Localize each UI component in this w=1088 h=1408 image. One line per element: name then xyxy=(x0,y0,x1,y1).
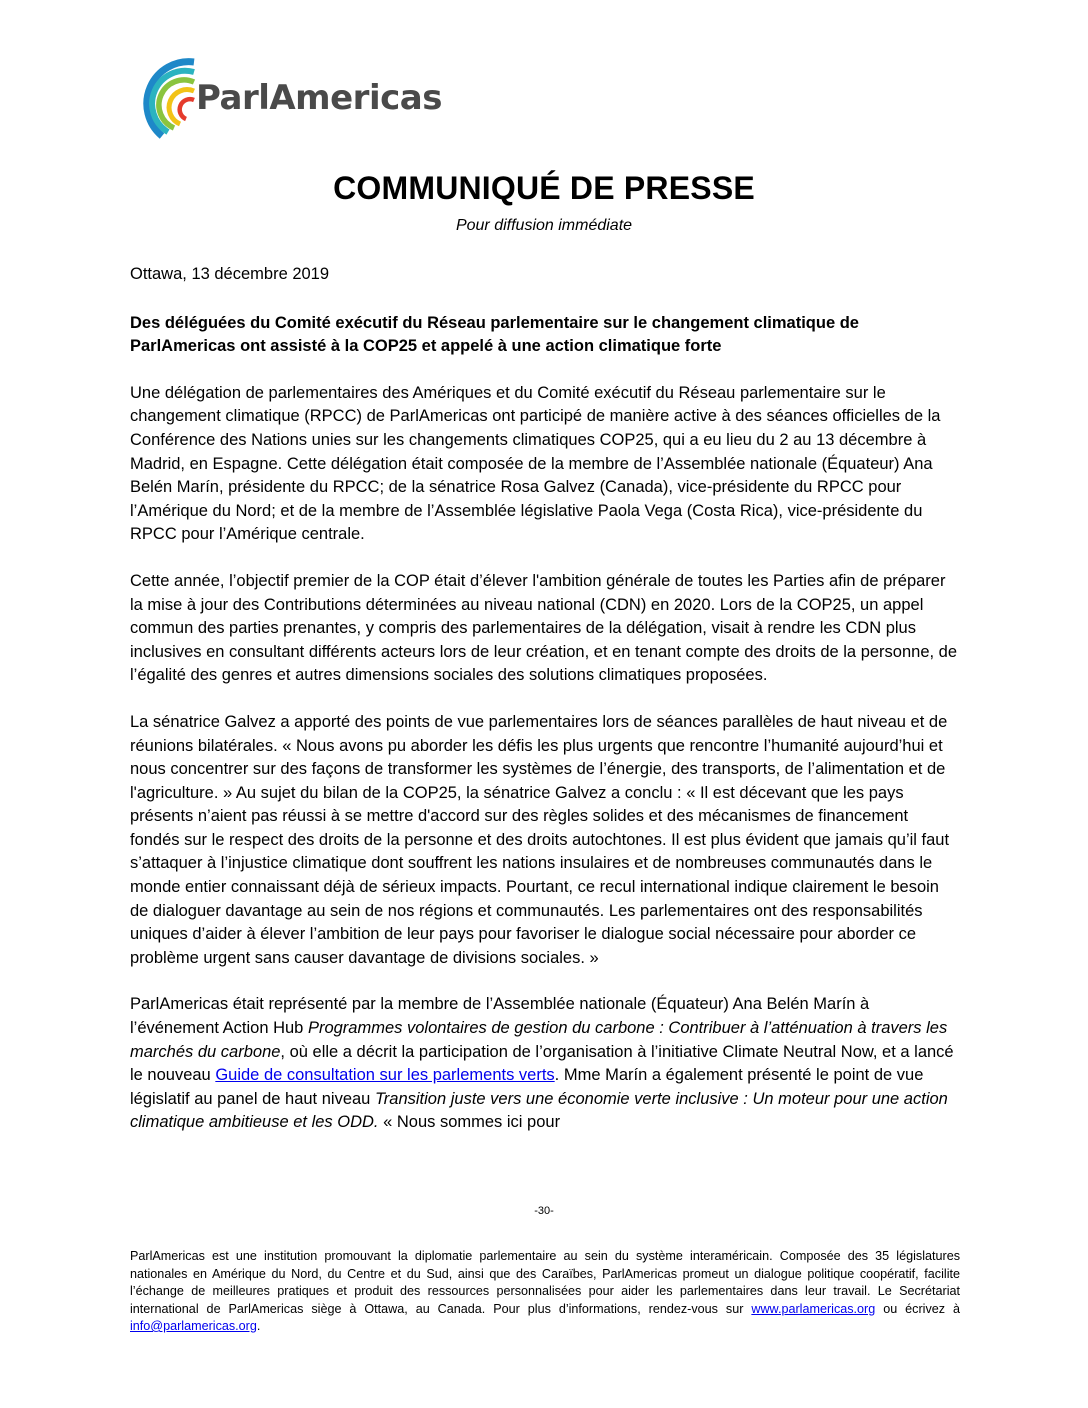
paragraph-3: La sénatrice Galvez a apporté des points de vue parlementaires lors de séances parallèles de haut niveau et de réunions bilatérales. « Nous avons pu aborder les défis les plus urgents que rencontre l’humanité aujourd’hui et nous concentrer sur des façons de transformer les systèmes de l’énergie, des transports, de l’alimentation et de l'agriculture. » Au sujet du bilan de la COP25, la sénatrice Galvez a conclu : « Il est décevant que les pays présents n’aient pas réussi à se mettre d'accord sur des règles solides et des mécanismes de financement fondés sur le respect des droits de la personne et des droits autochtones. Il est plus évident que jamais qu’il faut s’attaquer à l’injustice climatique dont souffrent les nations insulaires et de nombreuses communautés dans le monde entier connaissant déjà de sérieux impacts. Pourtant, ce recul international indique clairement le besoin de dialoguer davantage au sein de nos régions et communautés. Les parlementaires ont des responsabilités uniques d’aider à élever l’ambition de leur pays pour favoriser le dialogue social nécessaire pour aborder ce problème urgent sans causer davantage de divisions sociales. » xyxy=(130,712,950,967)
footer-text: ParlAmericas est une institution promouvant la diplomatie parlementaire au sein du système interaméricain. Composée des 35 législatures nationales en Amérique du Nord, du Centre et du Sud, ainsi que des Caraïbes, ParlAmericas promeut un dialogue politique coopératif, facilite l’échange de meilleures pratiques et produit des ressources personnalisées pour aider les parlementaires dans leur travail. Le Secrétariat international de ParlAmericas siège à Ottawa, au Canada. Pour plus d’informations, rendez-vous sur xyxy=(130,1249,960,1316)
paragraph-4-text-d: . Mme Marín a également présenté le point de vue législatif au panel de haut niveau xyxy=(130,1066,924,1108)
website-link[interactable]: www.parlamericas.org xyxy=(751,1301,876,1316)
footer-about xyxy=(130,1248,960,1336)
headline: Des déléguées du Comité exécutif du Réseau parlementaire sur le changement climatique de ParlAmericas ont assisté à la COP25 et appelé à une action climatique forte xyxy=(130,313,859,356)
event-title-carbon: Programmes volontaires de gestion du carbone : Contribuer à l’atténuation à travers les marchés du carbone xyxy=(130,1019,948,1061)
paragraph-2: Cette année, l’objectif premier de la COP était d’élever l'ambition générale de toutes les Parties afin de préparer la mise à jour des Contributions déterminées au niveau national (CDN) en 2020. Lors de la COP25, un appel commun des parties prenantes, y compris des parlementaires de la délégation, visait à rendre les CDN plus inclusives en consultant différents acteurs lors de leur création, et en tenant compte des droits de la personne, de l’égalité des genres et autres dimensions sociales des solutions climatiques proposées. xyxy=(130,571,958,685)
footer-middle-text: ou écrivez à xyxy=(875,1301,960,1316)
footer-end-text: . xyxy=(256,1319,261,1333)
paragraph-4-text-c: , où elle a décrit la participation de l’organisation à l’initiative Climate Neutral Now, et a lancé le nouveau xyxy=(130,1042,954,1085)
paragraph-4-text-f: « Nous sommes ici pour xyxy=(378,1113,561,1132)
press-release-body xyxy=(130,263,960,1158)
page-subtitle: Pour diffusion immédiate xyxy=(455,217,633,234)
logo-arcs-icon xyxy=(132,56,202,140)
paragraph-1: Une délégation de parlementaires des Amériques et du Comité exécutif du Réseau parlementaire sur le changement climatique (RPCC) de ParlAmericas ont participé de manière active à des séances officielles de la Conférence des Nations unies sur les changements climatiques COP25, qui a eu lieu du 2 au 13 décembre à Madrid, en Espagne. Cette délégation était composée de la membre de l’Assemblée nationale (Équateur) Ana Belén Marín, présidente du RPCC; de la sénatrice Rosa Galvez (Canada), vice-présidente du RPCC pour l’Amérique du Nord; et de la membre de l’Assemblée législative Paola Vega (Costa Rica), vice-présidente du RPCC pour l’Amérique centrale. xyxy=(130,383,941,544)
email-link[interactable]: info@parlamericas.org xyxy=(130,1319,257,1333)
paragraph-4 xyxy=(130,993,960,1135)
parlamericas-logo xyxy=(132,56,462,140)
logo-arc-red xyxy=(180,99,194,119)
panel-title-just-transition: Transition juste vers une économie verte inclusive : Un moteur pour une action climatique ambitieuse et les ODD. xyxy=(130,1089,948,1132)
logo-text: ParlAmericas xyxy=(196,78,442,118)
green-parliaments-guide-link[interactable]: Guide de consultation sur les parlements verts xyxy=(215,1066,555,1085)
page-title: COMMUNIQUÉ DE PRESSE xyxy=(333,170,755,206)
dateline: Ottawa, 13 décembre 2019 xyxy=(130,265,330,283)
page-number: -30- xyxy=(534,1205,554,1217)
paragraph-4-text-a: ParlAmericas était représenté par la membre de l’Assemblée nationale (Équateur) Ana Belén Marín à l’événement Action Hub xyxy=(130,995,870,1038)
